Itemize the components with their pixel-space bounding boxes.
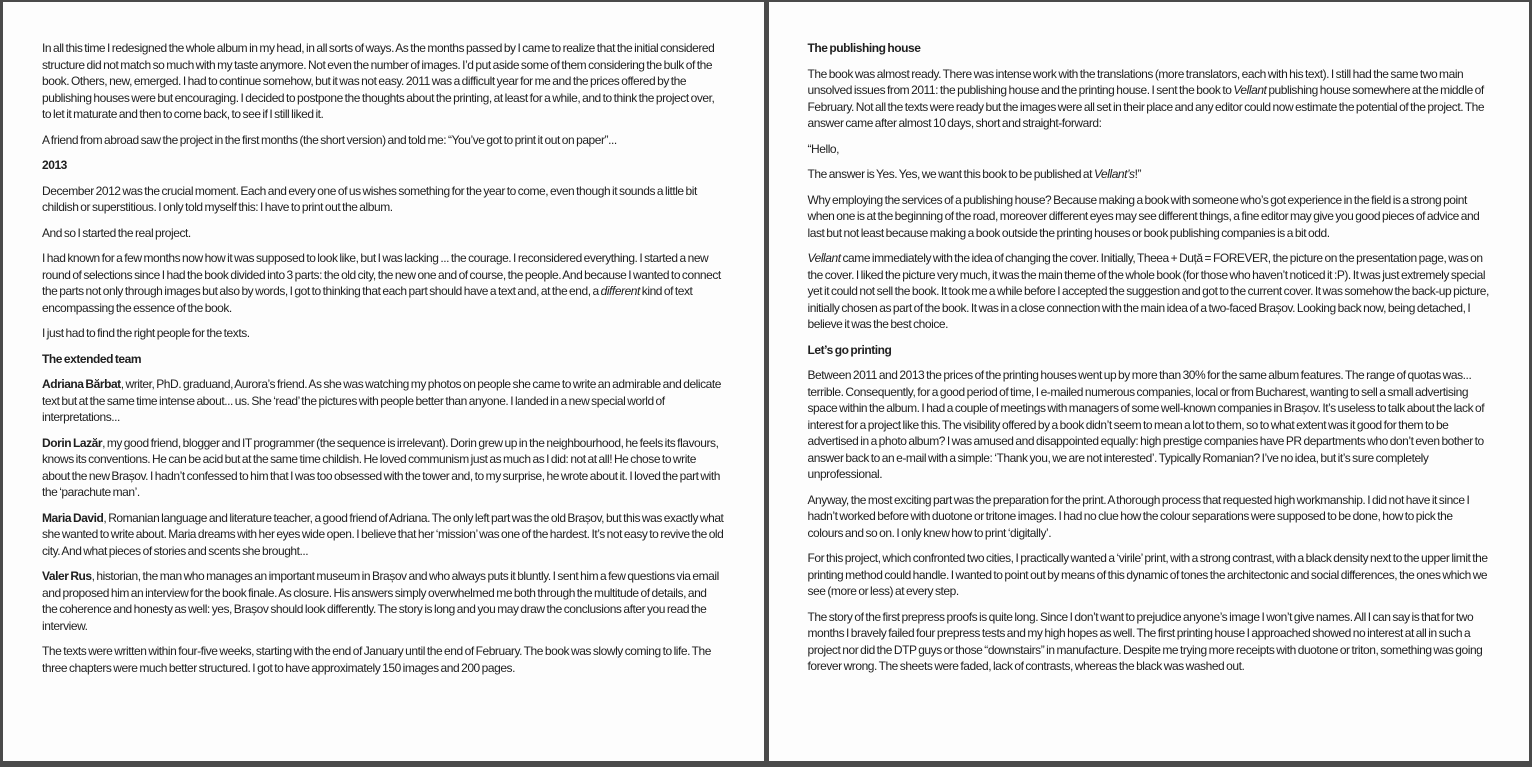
page-right — [769, 2, 1530, 761]
text-run: Dorin Lazăr — [42, 435, 103, 450]
section-heading — [808, 342, 1490, 359]
text-run: A friend from abroad saw the project in the first months (the short version) and told me: “You’ve got to print it out on paper”... — [42, 132, 617, 147]
text-run: , writer, PhD. graduand, Aurora’s friend. As she was watching my photos on people she came to write an admirable and delicate text but at the same time intense about... us. She ‘read’ the pictures with people better than anyone. I landed in a new special world of interpretations... — [42, 377, 721, 424]
text-run: The story of the first prepress proofs is quite long. Since I don’t want to prejudice anyone’s image I won’t give names. All I can say is that for two months I bravely failed four prepress tests and my high hopes as well. The first printing house I approached showed no interest at all in such a project nor did the DTP guys or those “downstairs” in manufacture. Despite me trying more receipts with duotone or triton, something was going forever wrong. The sheets were faded, lack of contrasts, whereas the black was washed out. — [807, 609, 1483, 673]
text-run: kind of text encompassing the essence of the book. — [42, 284, 693, 315]
text-run: In all this time I redesigned the whole album in my head, in all sorts of ways. As the months passed by I came to realize that the initial considered structure did not match so much with my taste anymore. Not even the number of images. I’d put aside some of them considering the bulk of the book. Others, new, emerged. I had to continue somehow, but it was not easy. 2011 was a difficult year for me and the prices offered by the publishing houses were but encouraging. I decided to postpone the thoughts about the printing, at least for a while, and to think the project over, to let it maturate and then to come back, to see if I still liked it. — [42, 41, 715, 121]
text-run: I had known for a few months now how it was supposed to look like, but I was lacking ... the courage. I reconsidered everything. I started a new round of selections since I had the book divided into 3 parts: the old city, the new one and of course, the people. And because I wanted to connect the parts not only through images but also by words, I got to thinking that each part should have a text and, at the end, a — [42, 251, 721, 298]
paragraph — [42, 568, 724, 634]
text-run: !” — [1134, 167, 1142, 181]
text-run: Between 2011 and 2013 the prices of the printing houses went up by more than 30% for the same album features. The range of quotas was... terrible. Consequently, for a good period of time, I e-mailed numerous companies, local or from Bucharest, wanting to sell a small advertising space within the album. I had a couple of meetings with managers of some well-known companies in Brașov. It’s useless to talk about the lack of interest for a project like this. The visibility offered by a book didn’t seem to mean a lot to them, so to what extent was it good for them to be advertised in a photo album? I was amused and disappointed equally: high prestige companies have PR departments who don’t even bother to answer back to an e-mail with a simple: ‘Thank you, we are not interested’. Typically Romanian? I’ve no idea, but it’s sure completely unprofessional. — [807, 368, 1485, 481]
text-run: And so I started the real project. — [42, 225, 191, 240]
paragraph — [808, 192, 1490, 242]
text-run: The book was almost ready. There was intense work with the translations (more translators, each with his text). I still had the same two main unsolved issues from 2011: the publishing house and the printing house. I sent the book to — [807, 66, 1464, 97]
paragraph — [808, 66, 1490, 132]
paragraph — [808, 550, 1490, 600]
text-run: Why employing the services of a publishing house? Because making a book with someone who’s got experience in the field is a strong point when one is at the beginning of the road, moreover different eyes may see different things, a fine editor may give you good pieces of advice and last but not least because making a book outside the printing houses or book publishing companies is a bit odd. — [807, 192, 1480, 240]
text-run: different — [600, 284, 640, 298]
paragraph — [808, 141, 1490, 158]
text-run: Vellant — [807, 251, 841, 265]
text-run: Valer Rus — [42, 569, 92, 583]
text-run: Let’s go printing — [807, 342, 892, 357]
paragraph — [42, 435, 724, 501]
paragraph — [42, 183, 724, 216]
text-run: December 2012 was the crucial moment. Each and every one of us wishes something for the year to come, even though it sounds a little bit childish or superstitious. I only told myself this: I have to print out the album. — [42, 183, 697, 214]
text-run: “Hello, — [807, 141, 840, 156]
page-left — [3, 2, 764, 761]
text-run: The texts were written within four-five weeks, starting with the end of January until the end of February. The book was slowly coming to life. The three chapters were much better structured. I got to have approximately 150 images and 200 pages. — [42, 644, 711, 675]
text-run: Vellant’s — [1093, 167, 1135, 181]
text-run: , historian, the man who manages an important museum in Brașov and who always puts it bluntly. I sent him a few questions via email and proposed him an interview for the book finale. As closure. His answers simply overwhelmed me both through the multitude of details, and the coherence and honesty as well: yes, Brașov should look differently. The story is long and you may draw the conclusions after you read the interview. — [42, 569, 719, 633]
paragraph — [42, 132, 724, 149]
text-run: The publishing house — [807, 41, 921, 55]
paragraph — [42, 325, 724, 342]
paragraph — [42, 40, 724, 123]
section-heading — [42, 157, 724, 174]
text-run: Vellant — [1233, 83, 1267, 97]
text-run: Anyway, the most exciting part was the preparation for the print. A thorough process that requested high workmanship. I did not have it since I hadn’t worked before with duotone or tritone images. I had no clue how the colour separations were supposed to be done, how to pick the colours and so on. I only knew how to print ‘digitally’. — [807, 492, 1470, 540]
paragraph — [42, 510, 724, 560]
text-run: came immediately with the idea of changing the cover. Initially, Theea + Duță = FOREVER, the picture on the presentation page, was on the cover. I liked the picture very much, it was the main theme of the whole book (for those who haven’t noticed it :P). It was just extremely special yet it could not sell the book. It took me a while before I accepted the suggestion and got to the current cover. It was somehow the back-up picture, initially chosen as part of the book. It was in a close connection with the main idea of a two-faced Brașov. Looking back now, being detached, I believe it was the best choice. — [807, 251, 1489, 331]
text-run: publishing house somewhere at the middle of February. Not all the texts were ready but the images were all set in their place and any editor could now estimate the potential of the project. The answer came after almost 10 days, short and straight-forward: — [807, 83, 1485, 130]
text-run: For this project, which confronted two cities, I practically wanted a ‘virile’ print, with a strong contrast, with a black density next to the upper limit the printing method could handle. I wanted to point out by means of this dynamic of tones the architectonic and social differences, the ones which we see (more or less) at every step. — [807, 551, 1488, 598]
paragraph — [808, 492, 1490, 542]
paragraph — [42, 225, 724, 242]
text-run: , Romanian language and literature teacher, a good friend of Adriana. The only left part was the old Brașov, but this was exactly what she wanted to write about. Maria dreams with her eyes wide open. I believe that her ‘mission’ was one of the hardest. It’s not easy to revive the old city. And what pieces of stories and scents she brought... — [42, 510, 724, 558]
paragraph — [808, 166, 1490, 183]
text-run: The answer is Yes. Yes, we want this book to be published at — [807, 167, 1094, 181]
paragraph — [808, 609, 1490, 675]
text-run: Maria David — [42, 510, 104, 525]
paragraph — [42, 376, 724, 426]
paragraph — [42, 250, 724, 316]
section-heading — [42, 351, 724, 368]
text-run: 2013 — [42, 158, 67, 172]
paragraph — [808, 250, 1490, 333]
paragraph — [808, 367, 1490, 483]
paragraph — [42, 643, 724, 676]
section-heading — [808, 40, 1490, 57]
text-run: I just had to find the right people for the texts. — [42, 326, 250, 340]
text-run: , my good friend, blogger and IT programmer (the sequence is irrelevant). Dorin grew up in the neighbourhood, he feels its flavours, knows its conventions. He can be acid but at the same time childish. He loved communism just as much as I did: not at all! He chose to write about the new Brașov. I hadn’t confessed to him that I was too obsessed with the tower and, to my surprise, he wrote about it. I loved the part with the ‘parachute man’. — [42, 435, 720, 499]
text-run: The extended team — [42, 351, 142, 366]
text-run: Adriana Bărbat — [42, 377, 121, 391]
